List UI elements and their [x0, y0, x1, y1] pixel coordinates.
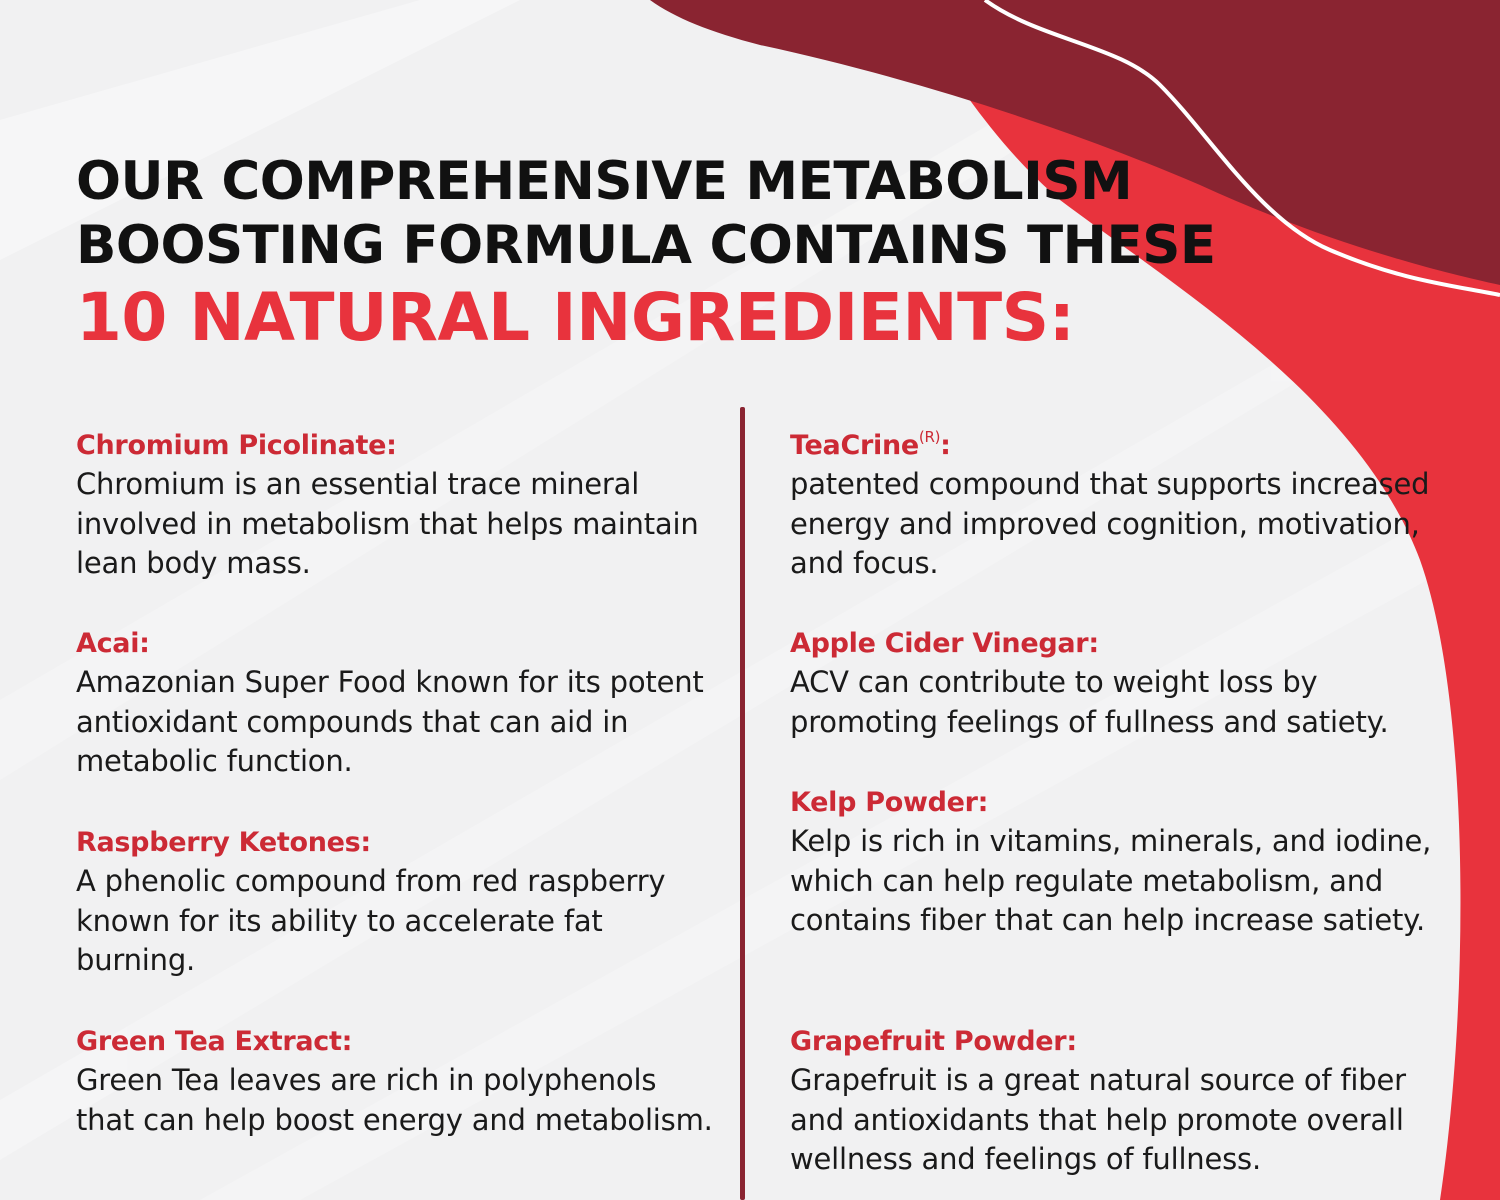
ingredient-name-colon: : [940, 430, 951, 461]
ingredient-raspberry-ketones [76, 823, 716, 981]
registered-mark: (R) [918, 428, 941, 446]
ingredient-apple-cider-vinegar [790, 624, 1460, 742]
ingredient-kelp-powder [790, 783, 1460, 941]
ingredient-description: Kelp is rich in vitamins, minerals, and iodine, which can help regulate metabolism, and contains fiber that can help increase satiety. [790, 824, 1432, 938]
ingredient-description: Grapefruit is a great natural source of fiber and antioxidants that help promote overall wellness and feelings of fullness. [790, 1063, 1406, 1177]
ingredient-name: Acai: [76, 628, 150, 659]
ingredient-teacrine [790, 426, 1460, 584]
ingredient-name-text: TeaCrine [790, 430, 919, 461]
ingredient-name: Chromium Picolinate: [76, 430, 397, 461]
headline-line-2: BOOSTING FORMULA CONTAINS THESE [76, 215, 1216, 276]
ingredient-name: Apple Cider Vinegar: [790, 628, 1099, 659]
ingredient-name: Raspberry Ketones: [76, 827, 371, 858]
ingredient-green-tea-extract [76, 1022, 716, 1140]
ingredient-name: Kelp Powder: [790, 787, 989, 818]
ingredient-description: Chromium is an essential trace mineral involved in metabolism that helps maintain lean body mass. [76, 467, 699, 581]
ingredient-description: Amazonian Super Food known for its potent antioxidant compounds that can aid in metabolic function. [76, 665, 704, 779]
column-divider [740, 407, 745, 1200]
headline-line-3: 10 NATURAL INGREDIENTS: [76, 279, 1075, 356]
ingredient-description: ACV can contribute to weight loss by promoting feelings of fullness and satiety. [790, 665, 1389, 739]
ingredient-grapefruit-powder [790, 1022, 1460, 1180]
headline [76, 150, 1226, 358]
headline-line-1: OUR COMPREHENSIVE METABOLISM [76, 151, 1133, 212]
ingredient-description: patented compound that supports increased energy and improved cognition, motivation, and focus. [790, 467, 1430, 581]
ingredient-description: A phenolic compound from red raspberry known for its ability to accelerate fat burning. [76, 864, 666, 978]
ingredient-acai [76, 624, 716, 782]
ingredient-name: Green Tea Extract: [76, 1026, 353, 1057]
ingredient-chromium-picolinate [76, 426, 716, 584]
ingredient-name [790, 426, 1460, 465]
ingredient-description: Green Tea leaves are rich in polyphenols that can help boost energy and metabolism. [76, 1063, 713, 1137]
ingredient-name: Grapefruit Powder: [790, 1026, 1077, 1057]
